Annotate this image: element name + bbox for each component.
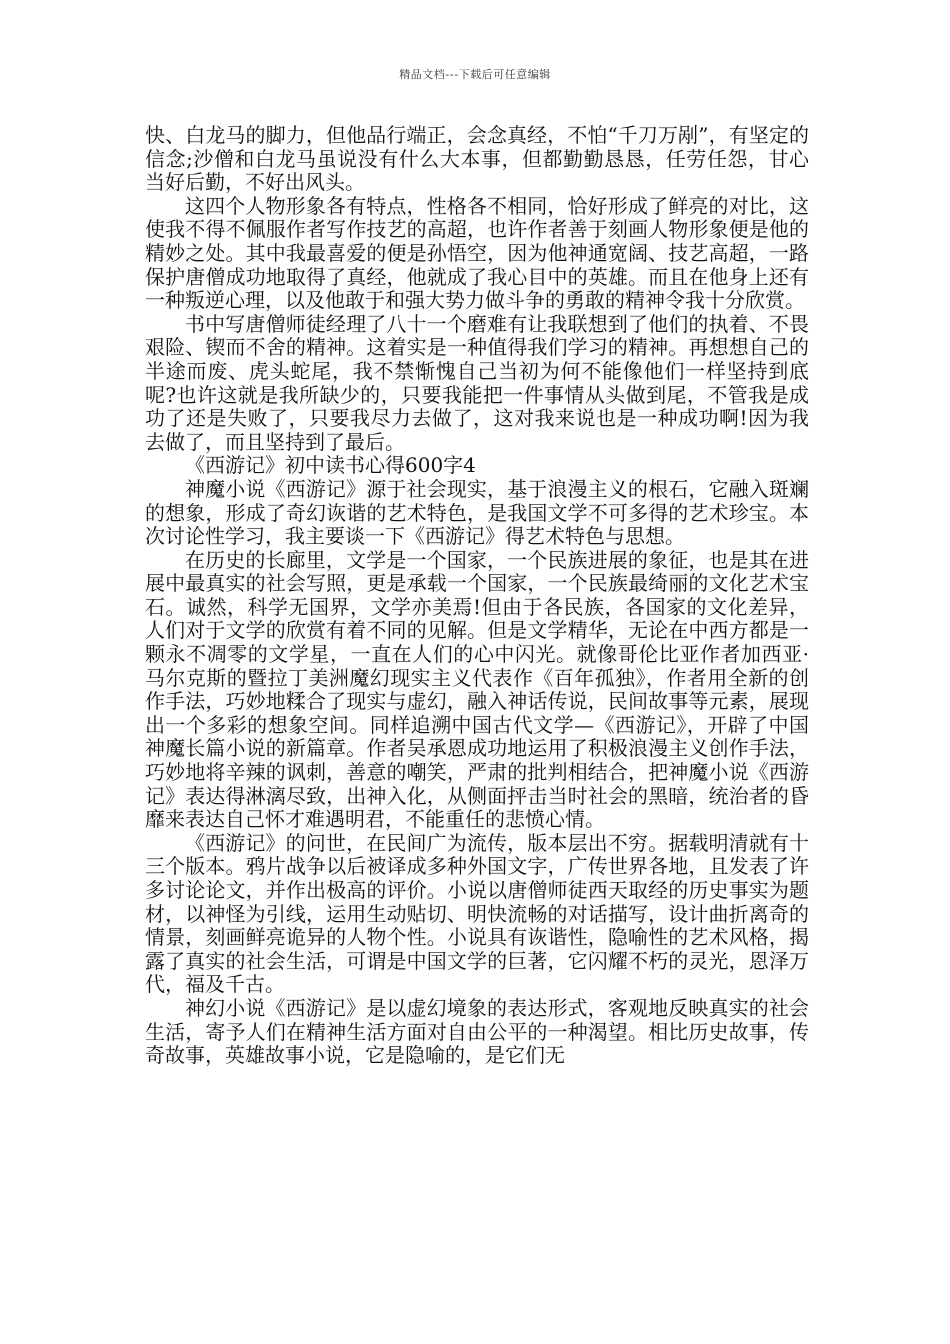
paragraph: 《西游记》的问世，在民间广为流传，版本层出不穷。据载明清就有十三个版本。鸦片战争以后被译成多种外国文字，广传世界各地，且发表了许多讨论论文，并作出极高的评价。小说以唐僧师徒西天取经的历史事实为题材，以神怪为引线，运用生动贴切、明快流畅的对话描写，设计曲折离奇的情景，刻画鲜亮诡异的人物个性。小说具有诙谐性，隐喻性的艺术风格，揭露了真实的社会生活，可谓是中国文学的巨著，它闪耀不朽的灵光，恩泽万代，福及千古。 bbox=[145, 830, 809, 997]
page-header: 精品文档---下载后可任意编辑 bbox=[399, 68, 551, 81]
paragraph: 神魔小说《西游记》源于社会现实，基于浪漫主义的根石，它融入斑斓的想象，形成了奇幻诙谐的艺术特色，是我国文学不可多得的艺术珍宝。本次讨论性学习，我主要谈一下《西游记》得艺术特色与思想。 bbox=[145, 476, 809, 549]
section-title: 《西游记》初中读书心得600字4 bbox=[185, 453, 476, 478]
paragraph: 神幻小说《西游记》是以虚幻境象的表达形式，客观地反映真实的社会生活，寄予人们在精神生活方面对自由公平的一种渴望。相比历史故事，传奇故事，英雄故事小说，它是隐喻的，是它们无 bbox=[145, 995, 809, 1068]
document-body bbox=[145, 124, 809, 1068]
paragraph: 这四个人物形象各有特点，性格各不相同，恰好形成了鲜亮的对比，这使我不得不佩服作者写作技艺的高超，也许作者善于刻画人物形象便是他的精妙之处。其中我最喜爱的便是孙悟空，因为他神通宽阔、技艺高超，一路保护唐僧成功地取得了真经，他就成了我心目中的英雄。而且在他身上还有一种叛逆心理，以及他敢于和强大势力做斗争的勇敢的精神令我十分欣赏。 bbox=[145, 193, 809, 313]
paragraph: 书中写唐僧师徒经理了八十一个磨难有让我联想到了他们的执着、不畏艰险、锲而不舍的精神。这着实是一种值得我们学习的精神。再想想自己的半途而废、虎头蛇尾，我不禁惭愧自己当初为何不能像他们一样坚持到底呢?也许这就是我所缺少的，只要我能把一件事情从头做到尾，不管我是成功了还是失败了，只要我尽力去做了，这对我来说也是一种成功啊!因为我去做了，而且坚持到了最后。 bbox=[145, 311, 809, 454]
paragraph: 在历史的长廊里，文学是一个国家，一个民族进展的象征，也是其在进展中最真实的社会写照，更是承载一个国家，一个民族最绮丽的文化艺术宝石。诚然，科学无国界，文学亦美焉!但由于各民族，各国家的文化差异，人们对于文学的欣赏有着不同的见解。但是文学精华，无论在中西方都是一颗永不凋零的文学星，一直在人们的心中闪光。就像哥伦比亚作者加西亚·马尔克斯的暨拉丁美洲魔幻现实主义代表作《百年孤独》，作者用全新的创作手法，巧妙地糅合了现实与虚幻，融入神话传说，民间故事等元素，展现出一个多彩的想象空间。同样追溯中国古代文学—《西游记》，开辟了中国神魔长篇小说的新篇章。作者吴承恩成功地运用了积极浪漫主义创作手法，巧妙地将辛辣的讽刺，善意的嘲笑，严肃的批判相结合，把神魔小说《西游记》表达得淋漓尽致，出神入化，从侧面抨击当时社会的黑暗，统治者的昏靡来表达自己怀才难遇明君，不能重任的悲愤心情。 bbox=[145, 547, 809, 832]
paragraph: 快、白龙马的脚力，但他品行端正，会念真经，不怕“千刀万剐”，有坚定的信念;沙僧和白龙马虽说没有什么大本事，但都勤勤恳恳，任劳任怨，甘心当好后勤，不好出风头。 bbox=[145, 123, 809, 195]
